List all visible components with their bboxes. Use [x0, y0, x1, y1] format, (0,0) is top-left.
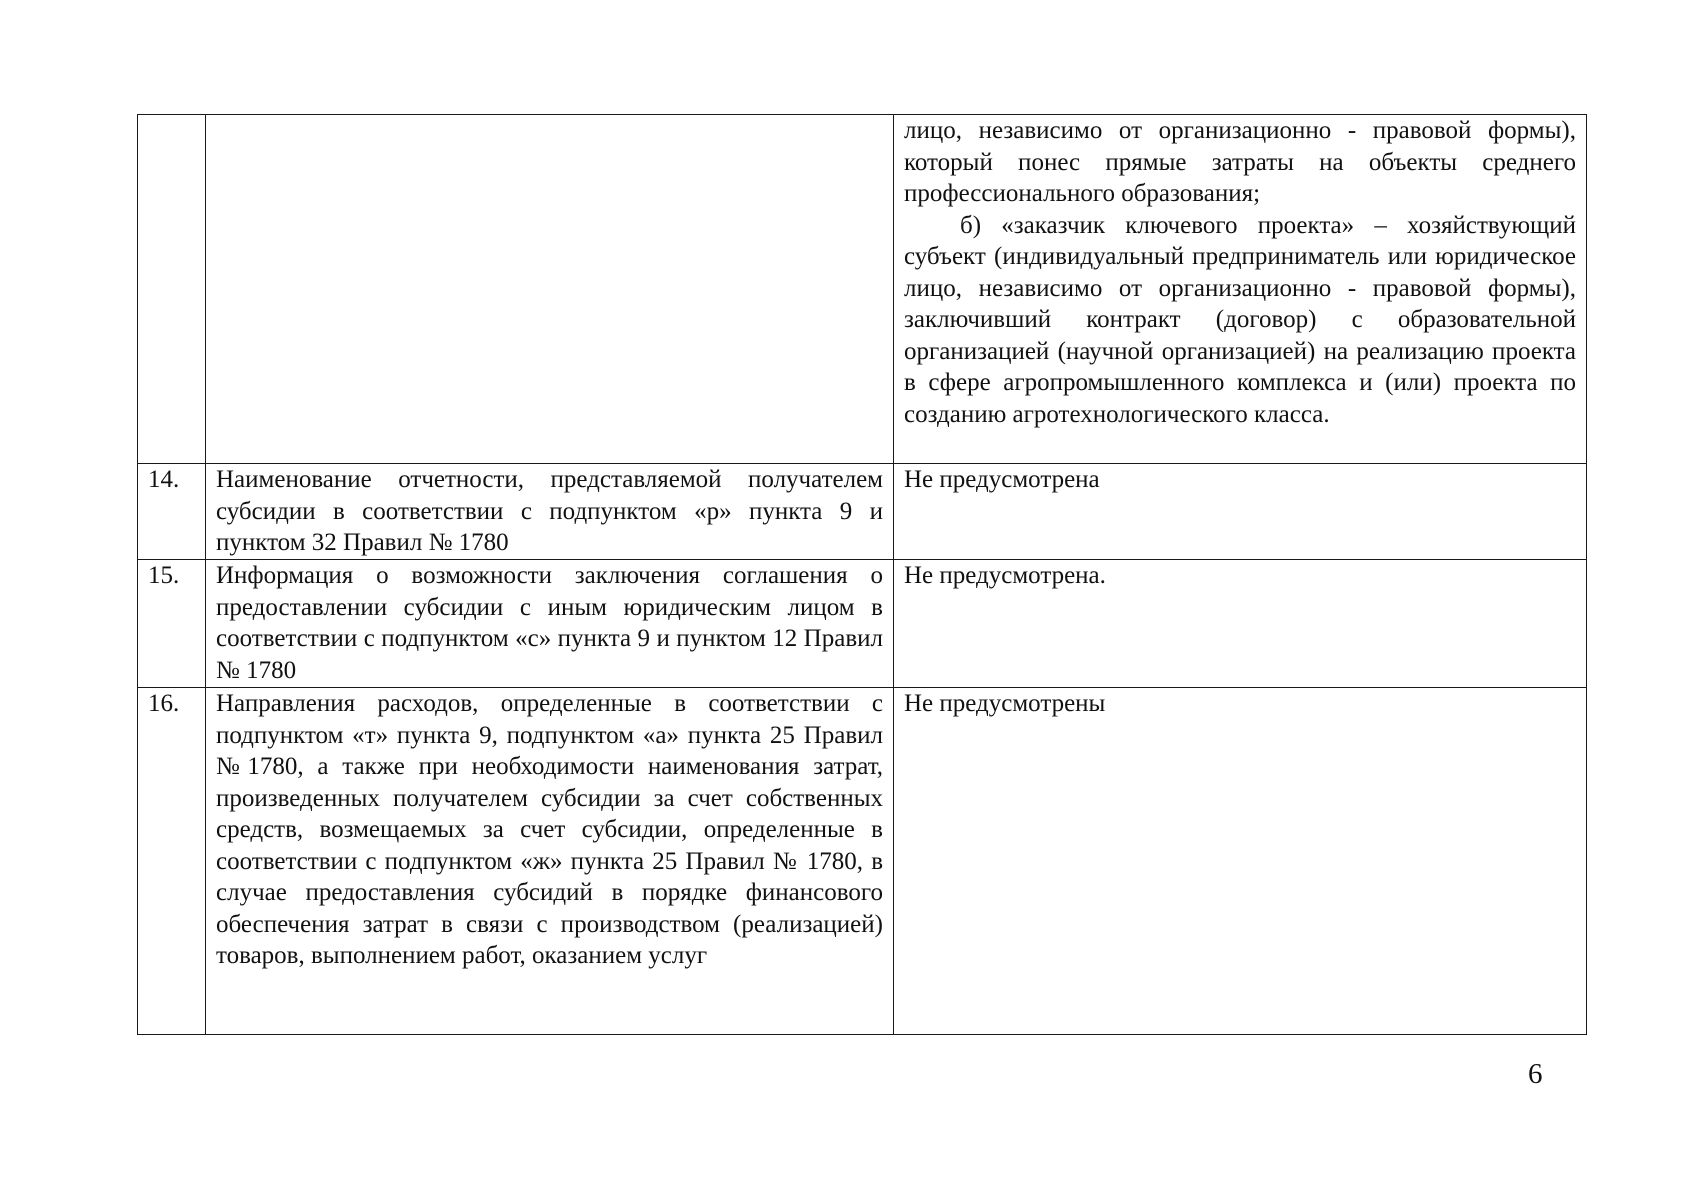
table-row: [138, 688, 1587, 1035]
row-number: 14.: [138, 464, 206, 560]
table-row: [138, 560, 1587, 688]
row-value: Не предусмотрены: [894, 688, 1587, 1035]
row-value: Не предусмотрена: [894, 464, 1587, 560]
row-number: 16.: [138, 688, 206, 1035]
row-description: Направления расходов, определенные в соответствии с подпунктом «т» пункта 9, подпунктом «а» пункта 25 Правил №1780, а также при необходимости наименования затрат, произведенных получателем субсидии за счет собственных средств, возмещаемых за счет субсидии, определенные в соответствии с подпунктом «ж» пункта 25 Правил № 1780, в случае предоставления субсидий в порядке финансового обеспечения затрат в связи с производством (реализацией) товаров, выполнением работ, оказанием услуг: [206, 688, 894, 1035]
value-cell: [894, 115, 1587, 464]
row-number: 15.: [138, 560, 206, 688]
table-row-continuation: [138, 115, 1587, 464]
description-cell: [206, 115, 894, 464]
continuation-paragraph: лицо, независимо от организационно - правовой формы), который понес прямые затраты на объекты среднего профессионального образования;: [904, 117, 1576, 207]
row-number-cell: [138, 115, 206, 464]
continuation-paragraph: б) «заказчик ключевого проекта» – хозяйствующий субъект (индивидуальный предприниматель или юридическое лицо, независимо от организационно - правовой формы), заключивший контракт (договор) с образовательной организацией (научной организацией) на реализацию проекта в сфере агропромышленного комплекса и (или) проекта по созданию агротехнологического класса.: [904, 211, 1576, 428]
page-number: 6: [1528, 1058, 1543, 1090]
row-description: Наименование отчетности, представляемой получателем субсидии в соответствии с подпунктом «р» пункта 9 и пунктом 32 Правил № 1780: [206, 464, 894, 560]
table-row: [138, 464, 1587, 560]
requirements-table: [137, 114, 1587, 1035]
row-description: Информация о возможности заключения соглашения о предоставлении субсидии с иным юридическим лицом в соответствии с подпунктом «с» пункта 9 и пунктом 12 Правил № 1780: [206, 560, 894, 688]
row-value: Не предусмотрена.: [894, 560, 1587, 688]
